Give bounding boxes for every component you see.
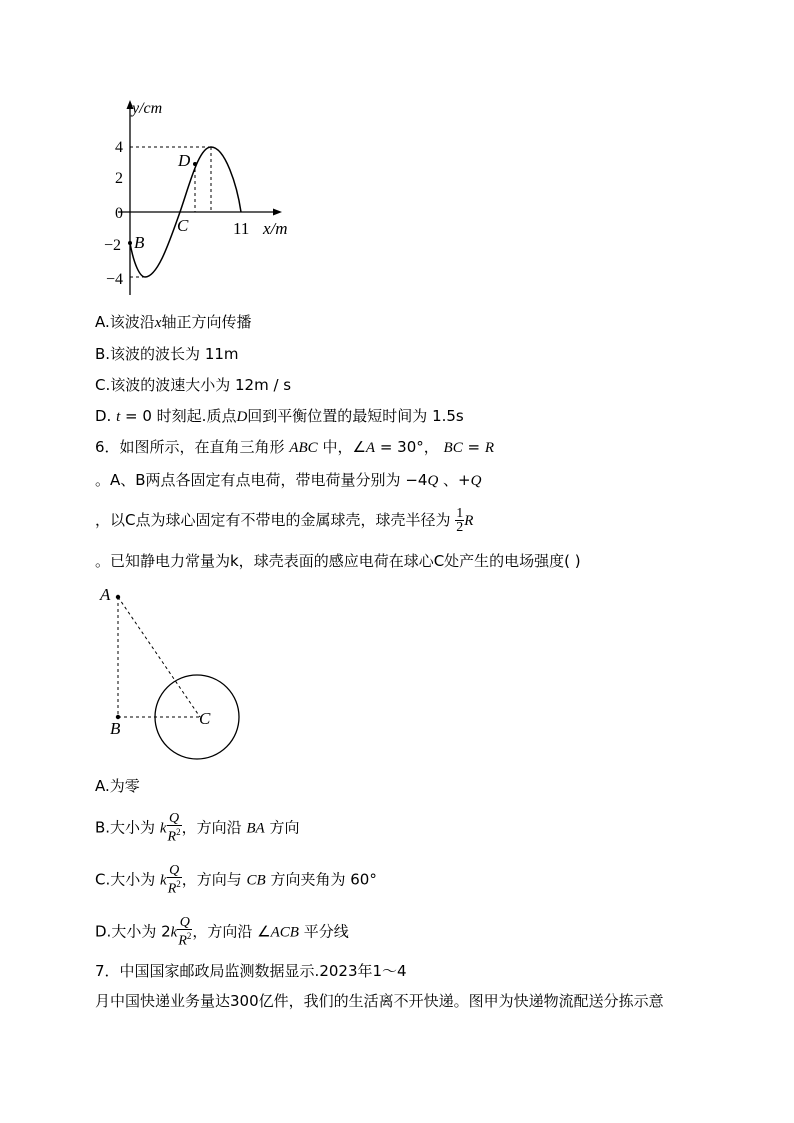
point-a-label: A: [100, 585, 111, 604]
y-tick-neg4: −4: [106, 271, 124, 288]
fraction-half: $\frac{1}{2}$: [456, 506, 464, 535]
x-tick-11: 11: [233, 219, 250, 238]
q6-stem-line3: ，以C点为球心固定有不带电的金属球壳，球壳半径为 $\frac{1}{2}$ R: [95, 506, 474, 535]
triangle-sphere-figure: [96, 582, 256, 767]
fraction-q-r2: $\frac{Q}{R^2}$: [167, 811, 181, 845]
q7-stem-line1: 7．中国国家邮政局监测数据显示.2023年1～4: [95, 962, 407, 980]
x-axis-label: x/m: [263, 219, 288, 238]
point-b-label: B: [134, 233, 145, 252]
q6-option-c: C.大小为 k $\frac{Q}{R^2}$ ，方向与 CB 方向夹角为 60°: [95, 863, 377, 897]
q6-option-d: D.大小为 2k $\frac{Q}{R^2}$ ，方向沿 ∠ACB 平分线: [95, 915, 349, 949]
q5-option-b: B.该波的波长为 11m: [95, 345, 239, 363]
y-axis-label: y/cm: [132, 100, 163, 117]
y-tick-4: 4: [115, 139, 123, 156]
y-axis: [127, 100, 134, 295]
y-tick-neg2: −2: [104, 237, 122, 254]
point-b-marker: [128, 241, 132, 245]
fraction-q-r2: $\frac{Q}{R^2}$: [178, 915, 192, 949]
wave-graph: [100, 95, 300, 305]
point-c-label: C: [177, 216, 189, 235]
q5-option-d: D. t = 0 时刻起.质点D回到平衡位置的最短时间为 1.5s: [95, 407, 464, 425]
point-c-label: C: [199, 709, 211, 728]
y-tick-2: 2: [115, 170, 123, 187]
q7-stem-line2: 月中国快递业务量达300亿件，我们的生活离不开快递。图甲为快递物流配送分拣示意: [95, 992, 664, 1010]
fraction-q-r2: $\frac{Q}{R^2}$: [167, 863, 181, 897]
q6-stem-line4: 。已知静电力常量为k，球壳表面的感应电荷在球心C处产生的电场强度( ): [95, 552, 581, 570]
q6-stem-line2: 。A、B两点各固定有点电荷，带电荷量分别为 −4Q 、+Q: [95, 471, 482, 489]
q5-option-c: C.该波的波速大小为 12m / s: [95, 376, 292, 394]
point-d-label: D: [178, 151, 191, 170]
point-d-marker: [193, 162, 197, 166]
q5-option-a: A.该波沿x轴正方向传播: [95, 313, 252, 331]
point-a-marker: [116, 595, 120, 599]
q6-option-a: A.为零: [95, 777, 140, 795]
y-tick-0: 0: [115, 205, 123, 222]
x-axis: [118, 209, 282, 216]
q6-stem-line1: 6．如图所示，在直角三角形 ABC 中，∠A = 30°， BC = R: [95, 438, 494, 456]
point-b-label: B: [110, 719, 121, 738]
q6-option-b: B.大小为 k $\frac{Q}{R^2}$ ，方向沿 BA 方向: [95, 811, 300, 845]
